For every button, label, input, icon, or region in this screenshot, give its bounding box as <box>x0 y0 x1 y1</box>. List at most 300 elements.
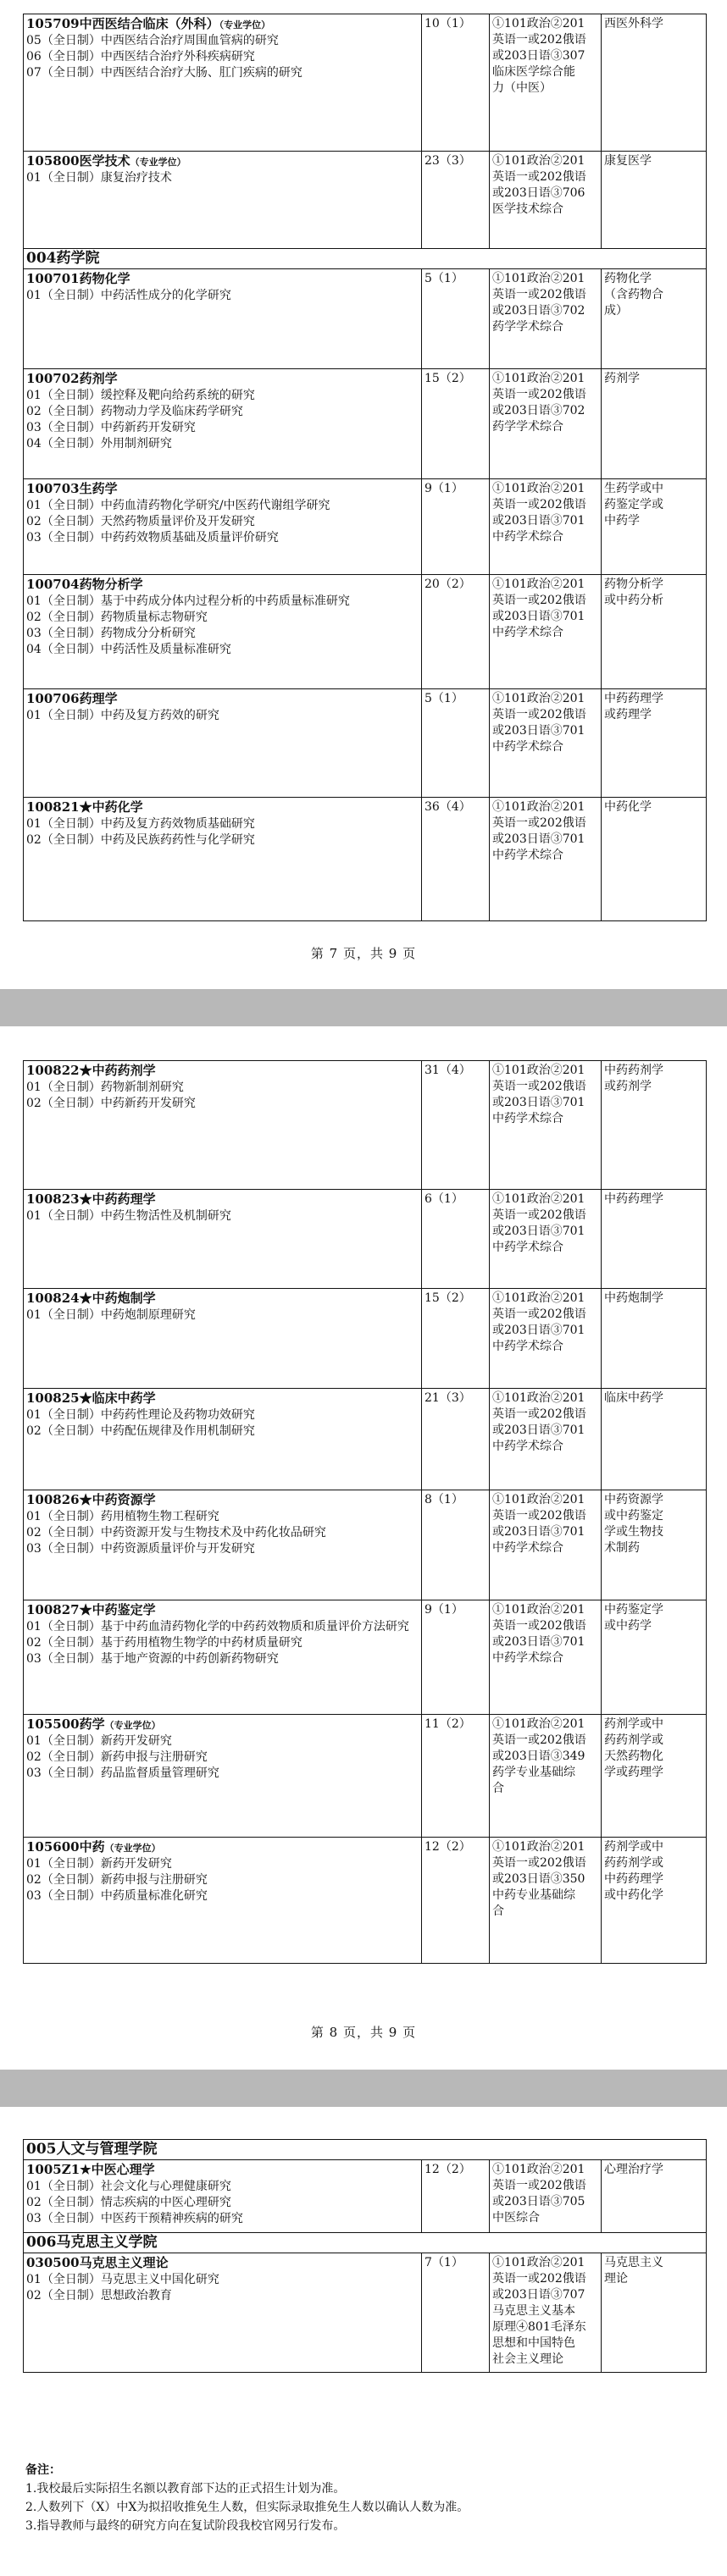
program-header <box>26 1390 419 1407</box>
research-direction: 06（全日制）中西医结合治疗外科疾病研究 <box>26 50 255 64</box>
exam-subject-line: 或203日语③702 <box>492 304 585 318</box>
program-header <box>26 481 419 498</box>
program-code: 030500马克思主义理论 <box>26 2255 169 2270</box>
program-code: 100826★中药资源学 <box>26 1492 156 1507</box>
exam-subject-line: 力（中医） <box>492 81 552 95</box>
program-cell <box>24 14 422 152</box>
exam-subject-line: 或203日语③701 <box>492 514 585 528</box>
exam-subject-line: ①101政治②201 <box>492 482 585 495</box>
retest-subject-line: 或中药学 <box>604 1619 652 1633</box>
exam-subject-line: 中药学术综合 <box>492 1651 563 1665</box>
retest-subject-line: 中药鉴定学 <box>604 1603 663 1617</box>
retest-subjects <box>602 798 707 921</box>
retest-subject-line: 学或药理学 <box>604 1766 663 1779</box>
page-footer: 第 7 页，共 9 页 <box>310 946 417 961</box>
exam-subject-line: 英语一或202俄语 <box>492 498 586 511</box>
quota: 31（4） <box>422 1061 490 1190</box>
program-code: 105800医学技术 <box>26 153 130 169</box>
research-direction: 03（全日制）中药新药开发研究 <box>26 421 196 434</box>
program-header <box>26 1191 419 1208</box>
program-cell <box>24 1190 422 1289</box>
exam-subject-line: ①101政治②201 <box>492 1717 585 1731</box>
exam-subject-line: 英语一或202俄语 <box>492 708 586 721</box>
retest-subject-line: 成） <box>604 304 628 318</box>
research-direction: 01（全日制）康复治疗技术 <box>26 171 172 185</box>
program-header <box>26 799 419 816</box>
exam-subjects <box>490 575 602 689</box>
exam-subject-line: ①101政治②201 <box>492 1603 585 1617</box>
program-row <box>24 1289 707 1389</box>
exam-subject-line: 或203日语③705 <box>492 2195 585 2208</box>
program-code: 100704药物分析学 <box>26 577 143 592</box>
exam-subject-line: ①101政治②201 <box>492 1493 585 1506</box>
exam-subjects <box>490 369 602 479</box>
exam-subject-line: ①101政治②201 <box>492 17 585 30</box>
program-table <box>23 1060 707 1964</box>
quota: 12（2） <box>422 2160 490 2233</box>
retest-subject-line: 中药药理学 <box>604 1872 663 1886</box>
retest-subject-line: 心理治疗学 <box>604 2163 663 2176</box>
exam-subject-line: 或203日语③706 <box>492 186 585 200</box>
program-row <box>24 269 707 369</box>
exam-subject-line: 或203日语③707 <box>492 2288 585 2302</box>
degree-badge: （专业学位） <box>130 157 186 168</box>
retest-subject-line: 中药药理学 <box>604 1192 663 1206</box>
exam-subject-line: 中药学术综合 <box>492 1541 563 1555</box>
retest-subject-line: 药物分析学 <box>604 578 663 591</box>
retest-subject-line: 或药理学 <box>604 708 652 721</box>
program-header <box>26 2162 419 2179</box>
program-cell <box>24 1490 422 1600</box>
research-direction: 03（全日制）中药质量标准化研究 <box>26 1889 208 1903</box>
program-code: 105709中西医结合临床（外科） <box>26 16 219 31</box>
research-direction: 04（全日制）中药活性及质量标准研究 <box>26 643 231 656</box>
quota: 11（2） <box>422 1715 490 1838</box>
exam-subject-line: 英语一或202俄语 <box>492 288 586 301</box>
exam-subject-line: 中药学术综合 <box>492 1340 563 1353</box>
exam-subjects <box>490 1490 602 1600</box>
exam-subject-line: 英语一或202俄语 <box>492 2272 586 2286</box>
program-row <box>24 1715 707 1838</box>
research-direction: 02（全日制）新药申报与注册研究 <box>26 1873 208 1887</box>
exam-subjects <box>490 1838 602 1964</box>
research-direction: 02（全日制）情志疾病的中医心理研究 <box>26 2196 231 2209</box>
program-cell <box>24 1838 422 1964</box>
program-row <box>24 1838 707 1964</box>
program-header <box>26 271 419 288</box>
exam-subjects <box>490 1190 602 1289</box>
program-header <box>26 16 419 33</box>
program-cell <box>24 689 422 798</box>
exam-subject-line: 中药学术综合 <box>492 530 563 544</box>
program-table <box>23 2139 707 2373</box>
program-row <box>24 1600 707 1715</box>
exam-subject-line: ①101政治②201 <box>492 1291 585 1305</box>
research-direction: 01（全日制）新药开发研究 <box>26 1857 172 1871</box>
research-direction: 01（全日制）中药血清药物化学研究/中医药代谢组学研究 <box>26 499 330 512</box>
exam-subject-line: 英语一或202俄语 <box>492 1080 586 1093</box>
program-code: 100821★中药化学 <box>26 799 143 815</box>
degree-badge: （专业学位） <box>104 1843 161 1854</box>
research-direction: 01（全日制）中药活性成分的化学研究 <box>26 289 231 302</box>
exam-subject-line: 或203日语③701 <box>492 1224 585 1238</box>
exam-subject-line: 中药学术综合 <box>492 740 563 754</box>
program-code: 100703生药学 <box>26 481 118 496</box>
retest-subject-line: 临床中药学 <box>604 1391 663 1405</box>
school-name: 004药学院 <box>24 249 707 269</box>
program-cell <box>24 269 422 369</box>
exam-subject-line: 中药学术综合 <box>492 1241 563 1254</box>
exam-subject-line: 合 <box>492 1904 504 1918</box>
exam-subject-line: 药学学术综合 <box>492 320 563 334</box>
exam-subject-line: 或203日语③349 <box>492 1750 585 1763</box>
research-direction: 03（全日制）基于地产资源的中药创新药物研究 <box>26 1652 279 1666</box>
retest-subjects <box>602 2160 707 2233</box>
exam-subject-line: 或203日语③702 <box>492 404 585 417</box>
exam-subject-line: 或203日语③701 <box>492 610 585 623</box>
research-direction: 07（全日制）中西医结合治疗大肠、肛门疾病的研究 <box>26 66 302 80</box>
research-direction: 02（全日制）思想政治教育 <box>26 2289 172 2302</box>
retest-subject-line: 中药药剂学 <box>604 1064 663 1077</box>
exam-subject-line: 英语一或202俄语 <box>492 1619 586 1633</box>
page-footer: 第 8 页，共 9 页 <box>310 2025 417 2040</box>
research-direction: 03（全日制）中医药干预精神疾病的研究 <box>26 2212 243 2225</box>
program-cell <box>24 2253 422 2373</box>
exam-subject-line: ①101政治②201 <box>492 800 585 814</box>
retest-subject-line: 药物化学 <box>604 272 652 285</box>
program-row <box>24 2160 707 2233</box>
retest-subject-line: 或中药分析 <box>604 594 663 607</box>
retest-subject-line: 中药化学 <box>604 800 652 814</box>
research-direction: 02（全日制）中药及民族药药性与化学研究 <box>26 833 255 847</box>
school-name: 005人文与管理学院 <box>24 2140 707 2160</box>
retest-subject-line: 药剂学或中 <box>604 1840 663 1854</box>
research-direction: 03（全日制）药物成分分析研究 <box>26 627 196 640</box>
retest-subject-line: 药剂学或中 <box>604 1717 663 1731</box>
retest-subjects <box>602 1490 707 1600</box>
notes <box>25 2461 469 2535</box>
research-direction: 01（全日制）中药及复方药效的研究 <box>26 709 219 722</box>
research-direction: 05（全日制）中西医结合治疗周围血管病的研究 <box>26 34 279 47</box>
retest-subjects <box>602 1289 707 1389</box>
exam-subjects <box>490 1600 602 1715</box>
retest-subject-line: 学或生物技 <box>604 1525 663 1539</box>
exam-subjects <box>490 1061 602 1190</box>
retest-subject-line: 生药学或中 <box>604 482 663 495</box>
exam-subject-line: ①101政治②201 <box>492 272 585 285</box>
exam-subject-line: 英语一或202俄语 <box>492 33 586 47</box>
program-header <box>26 1291 419 1307</box>
exam-subject-line: 合 <box>492 1782 504 1795</box>
exam-subject-line: 英语一或202俄语 <box>492 2179 586 2192</box>
exam-subject-line: ①101政治②201 <box>492 154 585 168</box>
program-code: 1005Z1★中医心理学 <box>26 2162 155 2177</box>
retest-subject-line: 理论 <box>604 2272 628 2286</box>
retest-subjects <box>602 1838 707 1964</box>
exam-subject-line: 中药学术综合 <box>492 626 563 639</box>
exam-subject-line: 英语一或202俄语 <box>492 1856 586 1870</box>
program-table <box>23 14 707 921</box>
degree-badge: （专业学位） <box>104 1720 161 1731</box>
page-8 <box>0 1026 727 2070</box>
program-header <box>26 371 419 388</box>
exam-subject-line: 原理④801毛泽东 <box>492 2320 586 2334</box>
research-direction: 01（全日制）新药开发研究 <box>26 1734 172 1748</box>
quota: 23（3） <box>422 152 490 249</box>
retest-subjects <box>602 479 707 575</box>
exam-subject-line: 或203日语③701 <box>492 832 585 846</box>
program-header <box>26 1492 419 1509</box>
program-cell <box>24 479 422 575</box>
exam-subject-line: ①101政治②201 <box>492 1391 585 1405</box>
exam-subject-line: 中药专业基础综 <box>492 1888 575 1902</box>
retest-subject-line: 中药炮制学 <box>604 1291 663 1305</box>
program-header <box>26 2255 419 2272</box>
quota: 5（1） <box>422 689 490 798</box>
quota: 9（1） <box>422 479 490 575</box>
program-row <box>24 369 707 479</box>
page-7 <box>0 0 727 989</box>
school-row <box>24 2233 707 2253</box>
program-header <box>26 1063 419 1080</box>
retest-subjects <box>602 152 707 249</box>
retest-subjects <box>602 1600 707 1715</box>
retest-subject-line: 或中药鉴定 <box>604 1509 663 1523</box>
retest-subject-line: 马克思主义 <box>604 2256 663 2269</box>
research-direction: 01（全日制）药物新制剂研究 <box>26 1081 184 1094</box>
note-line: 3.指导教师与最终的研究方向在复试阶段我校官网另行发布。 <box>25 2519 346 2533</box>
exam-subject-line: 或203日语③701 <box>492 1635 585 1649</box>
program-header <box>26 577 419 594</box>
program-header <box>26 1602 419 1619</box>
program-row <box>24 479 707 575</box>
exam-subject-line: 或203日语③701 <box>492 1324 585 1337</box>
program-row <box>24 575 707 689</box>
quota: 8（1） <box>422 1490 490 1600</box>
retest-subject-line: 药药剂学或 <box>604 1856 663 1870</box>
exam-subject-line: 英语一或202俄语 <box>492 1407 586 1421</box>
research-direction: 02（全日制）中药新药开发研究 <box>26 1097 196 1110</box>
exam-subject-line: 药学专业基础综 <box>492 1766 575 1779</box>
exam-subject-line: 或203日语③701 <box>492 1525 585 1539</box>
program-code: 100825★临床中药学 <box>26 1390 156 1406</box>
retest-subject-line: 药药剂学或 <box>604 1733 663 1747</box>
retest-subjects <box>602 575 707 689</box>
research-direction: 01（全日制）中药炮制原理研究 <box>26 1308 196 1322</box>
exam-subject-line: 药学学术综合 <box>492 420 563 434</box>
program-code: 100702药剂学 <box>26 371 118 386</box>
research-direction: 02（全日制）天然药物质量评价及开发研究 <box>26 515 255 528</box>
retest-subject-line: 康复医学 <box>604 154 652 168</box>
school-name: 006马克思主义学院 <box>24 2233 707 2253</box>
program-header <box>26 1716 419 1733</box>
research-direction: 03（全日制）中药药效物质基础及质量评价研究 <box>26 531 279 544</box>
program-cell <box>24 1389 422 1490</box>
research-direction: 02（全日制）中药资源开发与生物技术及中药化妆品研究 <box>26 1526 326 1540</box>
note-line: 2.人数列下（X）中X为拟招收推免生人数，但实际录取推免生人数以确认人数为准。 <box>25 2501 469 2514</box>
quota: 6（1） <box>422 1190 490 1289</box>
program-cell <box>24 152 422 249</box>
research-direction: 03（全日制）中药资源质量评价与开发研究 <box>26 1542 255 1556</box>
exam-subject-line: 中医综合 <box>492 2211 540 2225</box>
retest-subjects <box>602 14 707 152</box>
degree-badge: （专业学位） <box>219 19 271 30</box>
exam-subjects <box>490 1289 602 1389</box>
program-cell <box>24 1715 422 1838</box>
program-code: 100822★中药药剂学 <box>26 1063 156 1078</box>
research-direction: 01（全日制）社会文化与心理健康研究 <box>26 2180 231 2193</box>
retest-subjects <box>602 369 707 479</box>
exam-subject-line: 英语一或202俄语 <box>492 1208 586 1222</box>
exam-subject-line: ①101政治②201 <box>492 2163 585 2176</box>
research-direction: 01（全日制）缓控释及靶向给药系统的研究 <box>26 389 255 402</box>
program-cell <box>24 2160 422 2233</box>
exam-subject-line: 英语一或202俄语 <box>492 1307 586 1321</box>
research-direction: 01（全日制）基于中药血清药物化学的中药药效物质和质量评价方法研究 <box>26 1620 409 1633</box>
exam-subjects <box>490 689 602 798</box>
exam-subjects <box>490 1389 602 1490</box>
note-line: 1.我校最后实际招生名额以教育部下达的正式招生计划为准。 <box>25 2482 346 2496</box>
exam-subject-line: 或203日语③350 <box>492 1872 585 1886</box>
exam-subject-line: ①101政治②201 <box>492 372 585 385</box>
retest-subjects <box>602 1389 707 1490</box>
program-row <box>24 1490 707 1600</box>
research-direction: 01（全日制）中药生物活性及机制研究 <box>26 1209 231 1223</box>
retest-subjects <box>602 1715 707 1838</box>
program-cell <box>24 1600 422 1715</box>
program-code: 100824★中药炮制学 <box>26 1291 156 1306</box>
research-direction: 04（全日制）外用制剂研究 <box>26 437 172 451</box>
exam-subjects <box>490 152 602 249</box>
research-direction: 02（全日制）药物质量标志物研究 <box>26 611 208 624</box>
quota: 20（2） <box>422 575 490 689</box>
exam-subject-line: ①101政治②201 <box>492 1840 585 1854</box>
research-direction: 02（全日制）基于药用植物生物学的中药材质量研究 <box>26 1636 302 1650</box>
program-cell <box>24 1061 422 1190</box>
quota: 15（2） <box>422 369 490 479</box>
research-direction: 01（全日制）中药及复方药效物质基础研究 <box>26 817 255 831</box>
program-row <box>24 14 707 152</box>
exam-subjects <box>490 479 602 575</box>
program-row <box>24 152 707 249</box>
quota: 7（1） <box>422 2253 490 2373</box>
exam-subjects <box>490 2253 602 2373</box>
program-code: 105600中药 <box>26 1839 105 1855</box>
program-cell <box>24 1289 422 1389</box>
exam-subject-line: ①101政治②201 <box>492 1192 585 1206</box>
research-direction: 01（全日制）马克思主义中国化研究 <box>26 2273 219 2286</box>
program-cell <box>24 798 422 921</box>
quota: 10（1） <box>422 14 490 152</box>
program-row <box>24 2253 707 2373</box>
exam-subject-line: ①101政治②201 <box>492 578 585 591</box>
quota: 9（1） <box>422 1600 490 1715</box>
school-row <box>24 2140 707 2160</box>
program-row <box>24 1061 707 1190</box>
exam-subjects <box>490 2160 602 2233</box>
research-direction: 01（全日制）中药药性理论及药物功效研究 <box>26 1408 255 1422</box>
quota: 36（4） <box>422 798 490 921</box>
program-code: 100701药物化学 <box>26 271 130 286</box>
program-code: 105500药学 <box>26 1716 105 1732</box>
exam-subject-line: 英语一或202俄语 <box>492 594 586 607</box>
research-direction: 02（全日制）中药配伍规律及作用机制研究 <box>26 1424 255 1438</box>
exam-subject-line: ①101政治②201 <box>492 692 585 705</box>
exam-subject-line: 或203日语③701 <box>492 724 585 738</box>
exam-subject-line: 中药学术综合 <box>492 1112 563 1125</box>
retest-subject-line: 中药学 <box>604 514 640 528</box>
program-header <box>26 1839 419 1856</box>
program-row <box>24 1190 707 1289</box>
exam-subjects <box>490 1715 602 1838</box>
retest-subjects <box>602 1061 707 1190</box>
exam-subject-line: 英语一或202俄语 <box>492 1733 586 1747</box>
retest-subjects <box>602 269 707 369</box>
research-direction: 02（全日制）新药申报与注册研究 <box>26 1750 208 1764</box>
exam-subject-line: 英语一或202俄语 <box>492 816 586 830</box>
quota: 5（1） <box>422 269 490 369</box>
exam-subjects <box>490 14 602 152</box>
retest-subject-line: （含药物合 <box>604 288 663 301</box>
program-row <box>24 689 707 798</box>
program-cell <box>24 369 422 479</box>
exam-subject-line: 临床医学综合能 <box>492 65 575 79</box>
exam-subject-line: 或203日语③307 <box>492 49 585 63</box>
quota: 12（2） <box>422 1838 490 1964</box>
quota: 15（2） <box>422 1289 490 1389</box>
exam-subject-line: 医学技术综合 <box>492 202 563 216</box>
exam-subject-line: 英语一或202俄语 <box>492 170 586 184</box>
exam-subject-line: ①101政治②201 <box>492 1064 585 1077</box>
exam-subject-line: 中药学术综合 <box>492 1440 563 1453</box>
retest-subject-line: 中药药理学 <box>604 692 663 705</box>
quota: 21（3） <box>422 1389 490 1490</box>
exam-subject-line: 或203日语③701 <box>492 1423 585 1437</box>
program-code: 100823★中药药理学 <box>26 1191 156 1207</box>
exam-subjects <box>490 269 602 369</box>
notes-title: 备注： <box>25 2463 61 2477</box>
retest-subjects <box>602 2253 707 2373</box>
program-header <box>26 153 419 170</box>
retest-subjects <box>602 689 707 798</box>
exam-subject-line: 英语一或202俄语 <box>492 1509 586 1523</box>
retest-subject-line: 药鉴定学或 <box>604 498 663 511</box>
exam-subject-line: 中药学术综合 <box>492 849 563 862</box>
program-cell <box>24 575 422 689</box>
program-row <box>24 798 707 921</box>
research-direction: 01（全日制）药用植物生物工程研究 <box>26 1510 219 1523</box>
program-code: 100827★中药鉴定学 <box>26 1602 156 1617</box>
retest-subject-line: 药剂学 <box>604 372 640 385</box>
retest-subject-line: 或药剂学 <box>604 1080 652 1093</box>
retest-subject-line: 或中药化学 <box>604 1888 663 1902</box>
exam-subject-line: 或203日语③701 <box>492 1096 585 1109</box>
research-direction: 03（全日制）药品监督质量管理研究 <box>26 1766 219 1780</box>
retest-subject-line: 天然药物化 <box>604 1750 663 1763</box>
exam-subject-line: 思想和中国特色 <box>492 2336 575 2350</box>
retest-subject-line: 中药资源学 <box>604 1493 663 1506</box>
exam-subject-line: 马克思主义基本 <box>492 2304 575 2318</box>
retest-subject-line: 术制药 <box>604 1541 640 1555</box>
page-9 <box>0 2107 727 2576</box>
program-code: 100706药理学 <box>26 691 118 706</box>
retest-subject-line: 西医外科学 <box>604 17 663 30</box>
program-row <box>24 1389 707 1490</box>
research-direction: 02（全日制）药物动力学及临床药学研究 <box>26 405 243 418</box>
research-direction: 01（全日制）基于中药成分体内过程分析的中药质量标准研究 <box>26 594 350 608</box>
retest-subjects <box>602 1190 707 1289</box>
program-header <box>26 691 419 708</box>
